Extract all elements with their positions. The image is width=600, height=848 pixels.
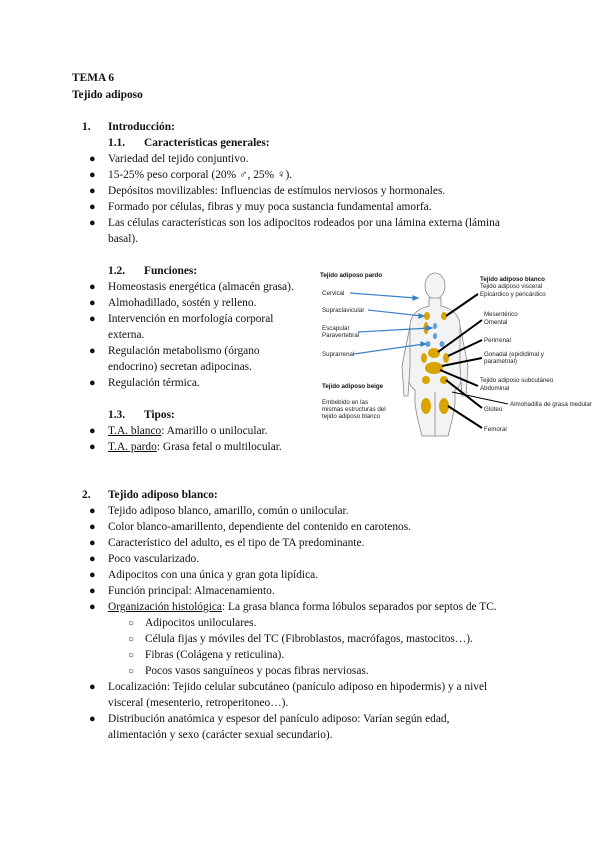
label-subcutaneo: Tejido adiposo subcutáneo <box>480 377 554 384</box>
bullet-icon: ● <box>89 377 96 389</box>
label-perirrenal: Perirrenal <box>484 337 511 344</box>
section-1-1-number: 1.1. <box>108 137 126 149</box>
label-femoral: Femoral <box>484 426 507 433</box>
sub-list-item: Adipocitos uniloculares. <box>145 617 257 629</box>
label-cervical: Cervical <box>322 290 345 297</box>
beige-text-line: mismas estructuras del <box>322 406 386 413</box>
beige-text-line: tejido adiposo blanco <box>322 413 381 420</box>
bullet-icon: ● <box>89 281 96 293</box>
list-item: Las células características son los adipocitos rodeados por una lámina externa (lámina <box>108 217 500 229</box>
beige-text-line: Embebido en las <box>322 399 369 406</box>
section-2-number: 2. <box>82 489 91 501</box>
label-paravertebral: Paravertebral <box>322 332 360 339</box>
label-mesenterico: Mesentérico <box>484 311 518 318</box>
list-item: Variedad del tejido conjuntivo. <box>108 153 249 165</box>
list-item: Formado por células, fibras y muy poca sustancia fundamental amorfa. <box>108 201 432 213</box>
section-1-1-heading: Características generales: <box>144 137 270 149</box>
beige-adipose-title: Tejido adiposo beige <box>322 383 384 390</box>
term-pardo: T.A. pardo <box>108 441 157 453</box>
section-1-3-number: 1.3. <box>108 409 126 421</box>
label-epicardico: Epicárdico y pericárdico <box>480 291 546 298</box>
bullet-icon: ● <box>89 201 96 213</box>
label-escapular: Escapular <box>322 325 350 332</box>
section-1-2-heading: Funciones: <box>144 265 198 277</box>
label-visceral: Tejido adiposo visceral <box>480 283 543 290</box>
term-pardo-desc: : Grasa fetal o multilocular. <box>156 441 282 453</box>
bullet-icon: ● <box>89 313 96 325</box>
adipose-distribution-figure <box>318 266 600 438</box>
white-adipose-title: Tejido adiposo blanco <box>480 276 545 283</box>
sub-list-item: Célula fijas y móviles del TC (Fibroblastos, macrófagos, mastocitos…). <box>145 633 473 645</box>
bullet-icon: ● <box>89 505 96 517</box>
label-parametrial: parametrial) <box>484 358 518 365</box>
circle-bullet-icon: ○ <box>128 650 135 661</box>
bullet-icon: ● <box>89 537 96 549</box>
section-1-heading: Introducción: <box>108 121 175 133</box>
list-item-continuation: basal). <box>108 233 139 245</box>
circle-bullet-icon: ○ <box>128 666 135 677</box>
list-item: Intervención en morfología corporal <box>108 313 274 325</box>
section-1-2-number: 1.2. <box>108 265 126 277</box>
list-item: Color blanco-amarillento, dependiente del contenido en carotenos. <box>108 521 412 533</box>
list-item: Función principal: Almacenamiento. <box>108 585 275 597</box>
list-item: Regulación térmica. <box>108 377 200 389</box>
label-abdominal: Abdominal <box>480 385 510 392</box>
sub-list-item: Pocos vasos sanguíneos y pocas fibras nerviosas. <box>145 665 369 677</box>
bullet-icon: ● <box>89 569 96 581</box>
bullet-icon: ● <box>89 585 96 597</box>
circle-bullet-icon: ○ <box>128 634 135 645</box>
list-item: Tejido adiposo blanco, amarillo, común o unilocular. <box>108 505 349 517</box>
list-item <box>108 441 282 453</box>
term-organizacion: Organización histológica <box>108 601 222 613</box>
label-supraclavicular: Supraclavicular <box>322 307 365 314</box>
bullet-icon: ● <box>89 713 96 725</box>
list-item: Regulación metabolismo (órgano <box>108 345 260 357</box>
bullet-icon: ● <box>89 601 96 613</box>
bullet-icon: ● <box>89 681 96 693</box>
section-1-3-heading: Tipos: <box>144 409 175 421</box>
bullet-icon: ● <box>89 297 96 309</box>
list-item-continuation: visceral (mesenterio, retroperitoneo…). <box>108 697 289 709</box>
list-item: Poco vascularizado. <box>108 553 200 565</box>
list-item-continuation: alimentación y sexo (carácter sexual secundario). <box>108 729 333 741</box>
label-omental: Omental <box>484 319 508 326</box>
term-blanco: T.A. blanco <box>108 425 162 437</box>
list-item <box>108 425 268 437</box>
bullet-icon: ● <box>89 345 96 357</box>
list-item: Característico del adulto, es el tipo de TA predominante. <box>108 537 365 549</box>
list-item: Distribución anatómica y espesor del panículo adiposo: Varían según edad, <box>108 713 450 725</box>
label-suprarrenal: Suprarrenal <box>322 351 355 358</box>
label-marrow: Almohadilla de grasa medular <box>510 401 592 408</box>
term-organizacion-desc: : La grasa blanca forma lóbulos separados por septos de TC. <box>221 601 497 613</box>
bullet-icon: ● <box>89 169 96 181</box>
list-item-continuation: externa. <box>108 329 145 341</box>
circle-bullet-icon: ○ <box>128 618 135 629</box>
list-item: Depósitos movilizables: Influencias de estímulos nerviosos y hormonales. <box>108 185 446 197</box>
bullet-icon: ● <box>89 425 96 437</box>
list-item <box>108 601 497 613</box>
label-gluteo: Glúteo <box>484 406 503 413</box>
section-1-number: 1. <box>82 121 91 133</box>
page-title: TEMA 6 <box>72 72 115 84</box>
brown-adipose-title: Tejido adiposo pardo <box>320 272 383 279</box>
list-item: 15-25% peso corporal (20% ♂, 25% ♀). <box>108 169 293 181</box>
sub-list-item: Fibras (Colágena y reticulina). <box>145 649 285 661</box>
list-item: Adipocitos con una única y gran gota lipídica. <box>108 569 319 581</box>
bullet-icon: ● <box>89 217 96 229</box>
list-item: Localización: Tejido celular subcutáneo (panículo adiposo en hipodermis) y a nivel <box>108 681 488 693</box>
list-item-continuation: endocrino) secretan adipocinas. <box>108 361 252 373</box>
bullet-icon: ● <box>89 185 96 197</box>
bullet-icon: ● <box>89 153 96 165</box>
label-gonadal: Gonadal (epididimal y <box>484 351 544 358</box>
term-blanco-desc: : Amarillo o unilocular. <box>161 425 268 437</box>
bullet-icon: ● <box>89 441 96 453</box>
list-item: Almohadillado, sostén y relleno. <box>108 297 257 309</box>
list-item: Homeostasis energética (almacén grasa). <box>108 281 294 293</box>
bullet-icon: ● <box>89 521 96 533</box>
section-2-heading: Tejido adiposo blanco: <box>108 489 218 501</box>
page-subtitle: Tejido adiposo <box>72 89 143 101</box>
bullet-icon: ● <box>89 553 96 565</box>
